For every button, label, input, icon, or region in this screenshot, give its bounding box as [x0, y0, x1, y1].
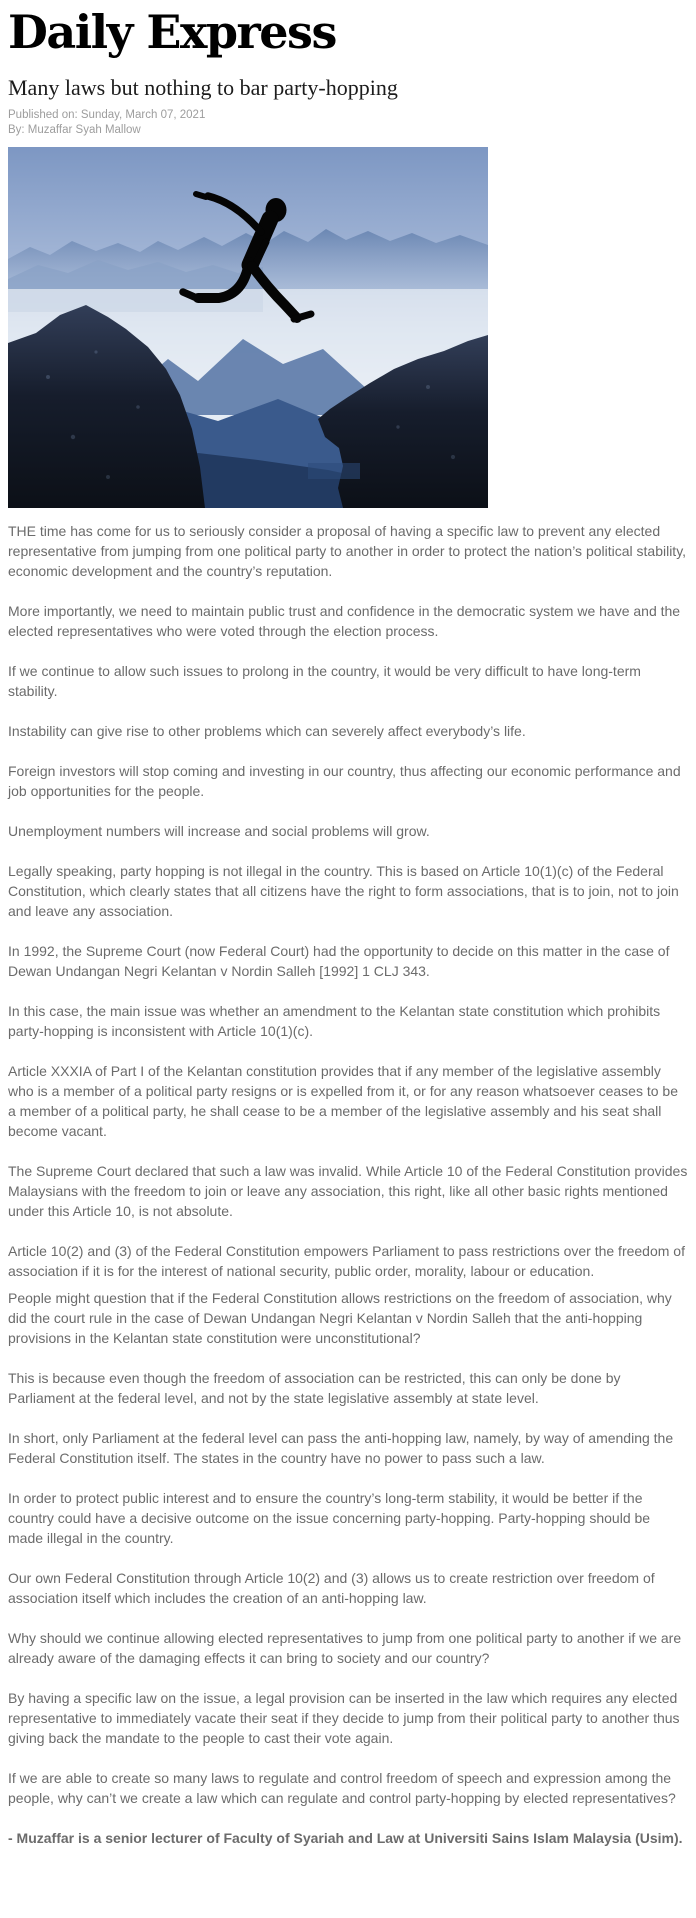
published-date: Published on: Sunday, March 07, 2021	[8, 108, 206, 121]
paragraph-list	[8, 521, 688, 1808]
article-paragraph: THE time has come for us to seriously consider a proposal of having a specific law to prevent any elected representative from jumping from one political party to another in order to protect the nation’s political stability, economic development and the country’s reputation.	[8, 522, 687, 579]
article-body	[8, 521, 688, 1848]
article-paragraph: Why should we continue allowing elected representatives to jump from one political party to another if we are already aware of the damaging effects it can bring to society and our country?	[8, 1629, 682, 1666]
article-paragraph: Article XXXIA of Part I of the Kelantan constitution provides that if any member of the legislative assembly who is a member of a political party resigns or is expelled from it, or for any reason whatsoever ceases to be a member of a political party, he shall cease to be a member of the legislative assembly and his seat shall become vacant.	[8, 1062, 678, 1139]
article-paragraph: If we continue to allow such issues to prolong in the country, it would be very difficult to have long-term stability.	[8, 662, 641, 699]
article-paragraph: By having a specific law on the issue, a legal provision can be inserted in the law which requires any elected representative to immediately vacate their seat if they decide to jump from their political party to another thus giving back the mandate to the people to cast their vote again.	[8, 1689, 680, 1746]
article-paragraph: In short, only Parliament at the federal level can pass the anti-hopping law, namely, by way of amending the Federal Constitution itself. The states in the country have no power to pass such a law.	[8, 1429, 674, 1466]
article-paragraph: Foreign investors will stop coming and investing in our country, thus affecting our economic performance and job opportunities for the people.	[8, 762, 681, 799]
article-paragraph: Article 10(2) and (3) of the Federal Constitution empowers Parliament to pass restrictions over the freedom of association if it is for the interest of national security, public order, morality, labour or education.	[8, 1242, 685, 1279]
article-paragraph: The Supreme Court declared that such a law was invalid. While Article 10 of the Federal Constitution provides Malaysians with the freedom to join or leave any association, this right, like all other basic rights mentioned under this Article 10, is not absolute.	[8, 1162, 688, 1219]
article-paragraph: People might question that if the Federal Constitution allows restrictions on the freedom of association, why did the court rule in the case of Dewan Undangan Negri Kelantan v Nordin Salleh that the anti-hopping provisions in the Kelantan state constitution were unconstitutional?	[8, 1289, 672, 1346]
masthead-logo[interactable]: Daily Express	[8, 5, 336, 59]
article-paragraph: Our own Federal Constitution through Article 10(2) and (3) allows us to create restriction over freedom of association itself which includes the creation of an anti-hopping law.	[8, 1569, 655, 1606]
article-image	[8, 147, 488, 508]
article-paragraph: In this case, the main issue was whether an amendment to the Kelantan state constitution which prohibits party-hopping is inconsistent with Article 10(1)(c).	[8, 1002, 661, 1039]
article-paragraph: More importantly, we need to maintain public trust and confidence in the democratic system we have and the elected representatives who were voted through the election process.	[8, 602, 681, 639]
byline: By: Muzaffar Syah Mallow	[8, 123, 141, 136]
article-paragraph: Unemployment numbers will increase and social problems will grow.	[8, 822, 430, 839]
article-paragraph: Legally speaking, party hopping is not illegal in the country. This is based on Article 10(1)(c) of the Federal Constitution, which clearly states that all citizens have the right to form associations, that is to join, not to join and leave any association.	[8, 862, 679, 919]
article-paragraph: In order to protect public interest and to ensure the country’s long-term stability, it would be better if the country could have a decisive outcome on the issue concerning party-hopping. Party-hopping should be made illegal in the country.	[8, 1489, 651, 1546]
article-title: Many laws but nothing to bar party-hopping	[8, 74, 398, 100]
article-paragraph: This is because even though the freedom of association can be restricted, this can only be done by Parliament at the federal level, and not by the state legislative assembly at state level.	[8, 1369, 621, 1406]
article-paragraph: If we are able to create so many laws to regulate and control freedom of speech and expression among the people, why can’t we create a law which can regulate and control party-hopping by elected representatives?	[8, 1769, 676, 1806]
article-paragraph: In 1992, the Supreme Court (now Federal Court) had the opportunity to decide on this matter in the case of Dewan Undangan Negri Kelantan v Nordin Salleh [1992] 1 CLJ 343.	[8, 942, 670, 979]
author-footer-note: - Muzaffar is a senior lecturer of Faculty of Syariah and Law at Universiti Sains Islam Malaysia (Usim).	[8, 1829, 683, 1846]
article-paragraph: Instability can give rise to other problems which can severely affect everybody’s life.	[8, 722, 526, 739]
